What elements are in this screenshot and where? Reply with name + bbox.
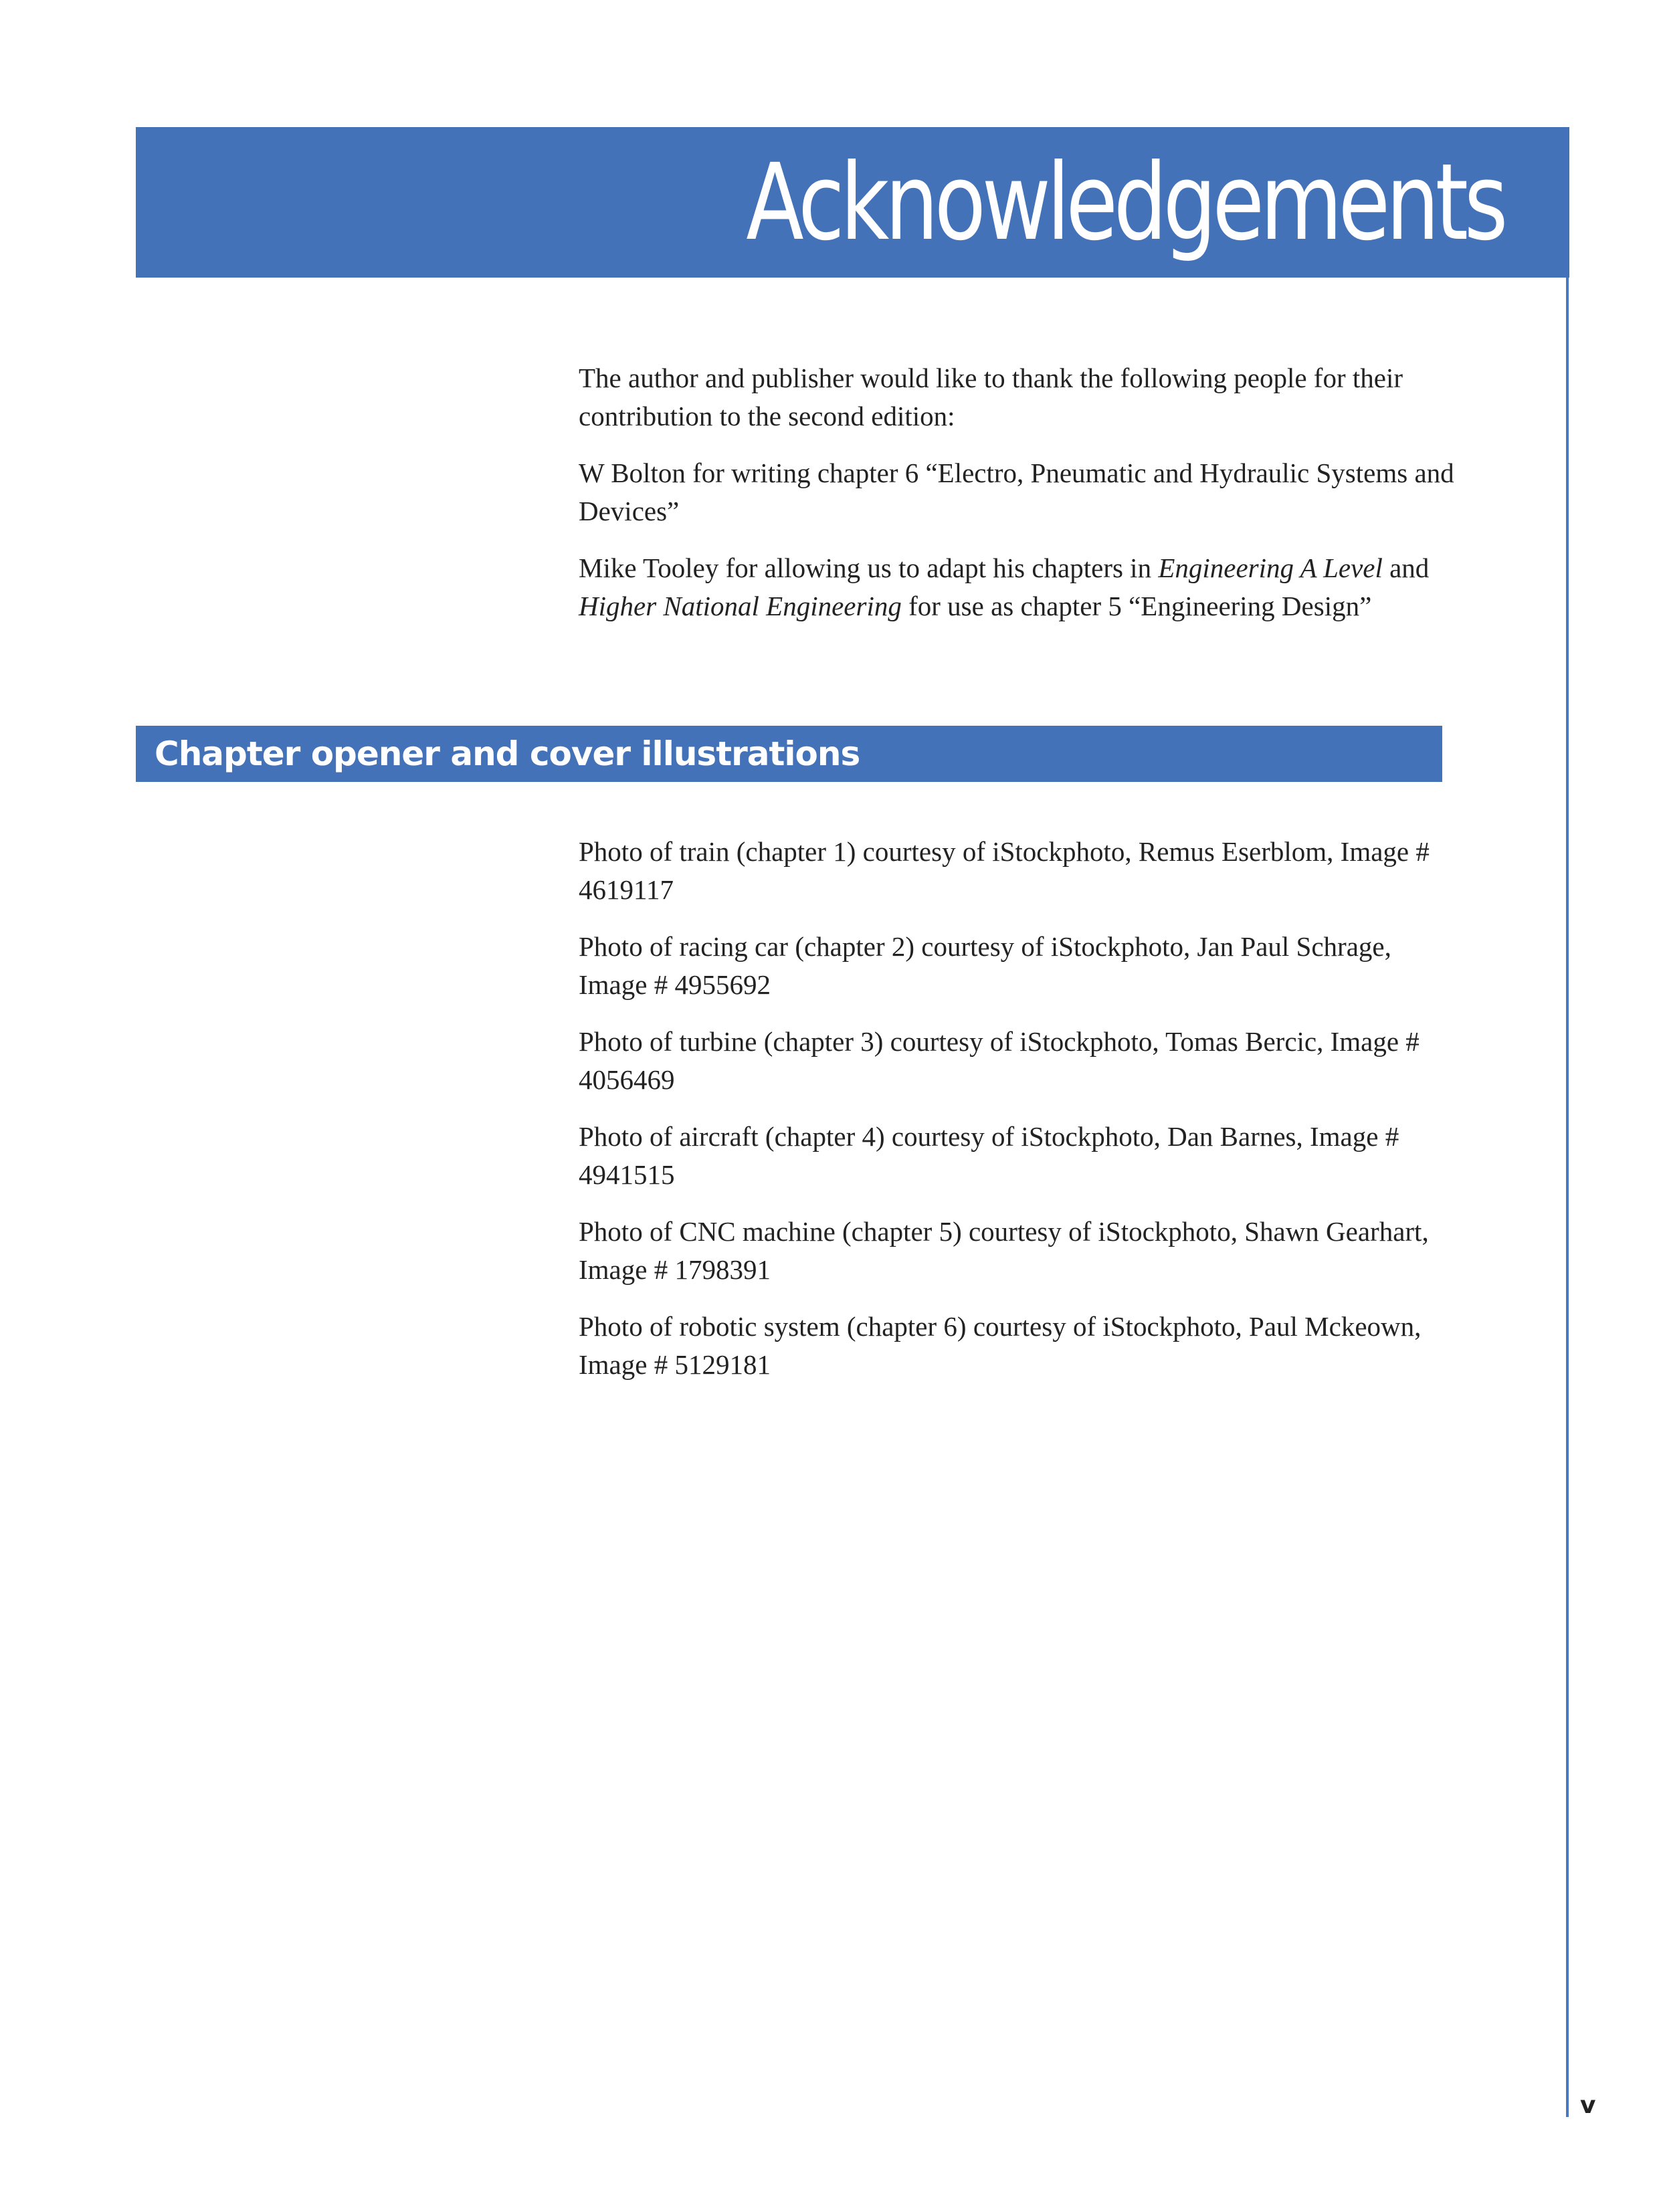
page-title: Acknowledgements (746, 141, 1504, 264)
intro-section (579, 359, 1455, 644)
section-heading: Chapter opener and cover illustrations (155, 734, 860, 773)
credit-item: Photo of CNC machine (chapter 5) courtesy of iStockphoto, Shawn Gearhart, Image # 1798391 (579, 1216, 1429, 1285)
credit-item: Photo of racing car (chapter 2) courtesy of iStockphoto, Jan Paul Schrage, Image # 4955692 (579, 931, 1391, 1000)
page-number: v (1580, 2092, 1596, 2119)
credits-list (579, 833, 1455, 1403)
intro-paragraph: The author and publisher would like to thank the following people for their contribution to the second edition: (579, 363, 1403, 431)
margin-rule (1566, 278, 1569, 2117)
bolton-paragraph: W Bolton for writing chapter 6 “Electro, Pneumatic and Hydraulic Systems and Devices” (579, 458, 1454, 526)
book-title-engineering-a-level: Engineering A Level (1158, 552, 1383, 583)
credit-item: Photo of turbine (chapter 3) courtesy of iStockphoto, Tomas Bercic, Image # 4056469 (579, 1026, 1420, 1095)
tooley-text-1: Mike Tooley for allowing us to adapt his chapters in (579, 552, 1159, 583)
tooley-text-3: for use as chapter 5 “Engineering Design” (901, 591, 1372, 621)
credit-item: Photo of robotic system (chapter 6) courtesy of iStockphoto, Paul Mckeown, Image # 5129181 (579, 1311, 1422, 1380)
credit-item: Photo of train (chapter 1) courtesy of iStockphoto, Remus Eserblom, Image # 4619117 (579, 836, 1430, 905)
tooley-text-2: and (1382, 552, 1430, 583)
book-title-higher-national-engineering: Higher National Engineering (579, 591, 902, 621)
section-banner (136, 726, 1442, 782)
credit-item: Photo of aircraft (chapter 4) courtesy of iStockphoto, Dan Barnes, Image # 4941515 (579, 1121, 1399, 1190)
title-banner (136, 127, 1569, 278)
tooley-paragraph (579, 549, 1455, 625)
